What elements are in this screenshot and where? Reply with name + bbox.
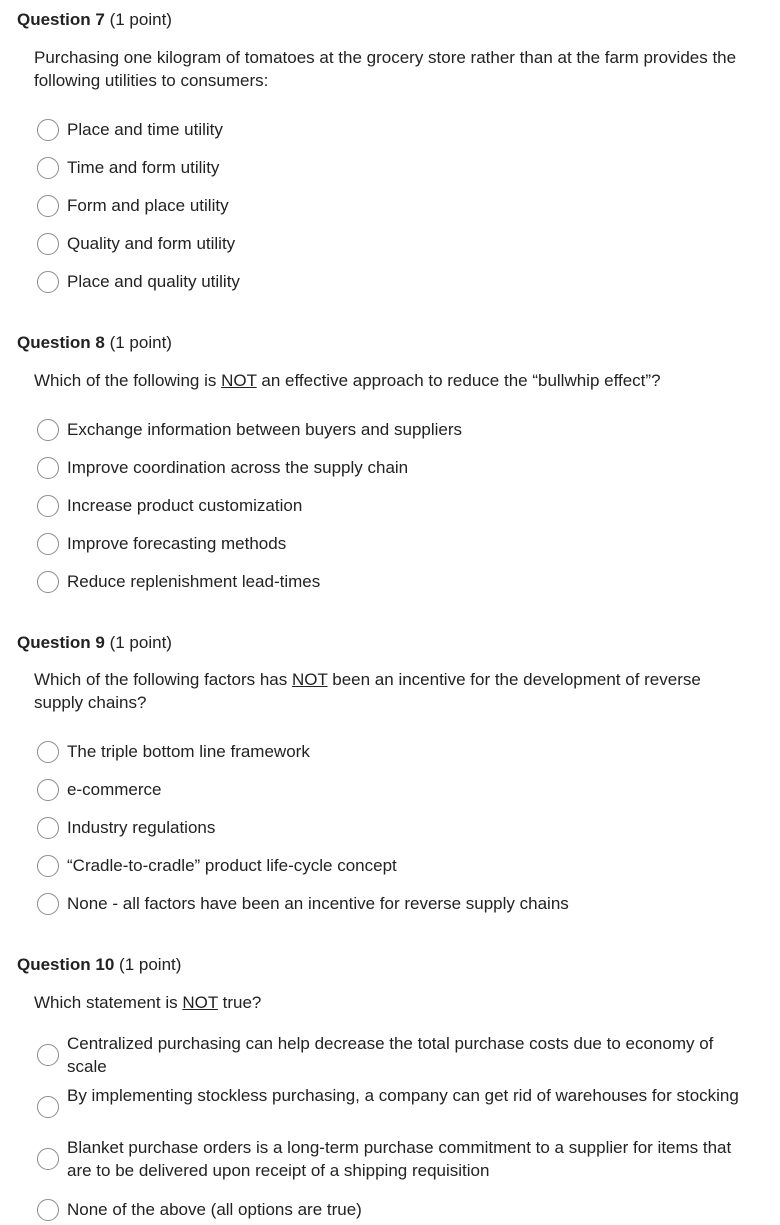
question-heading: [17, 954, 181, 976]
answer-option[interactable]: [36, 1136, 756, 1184]
option-label: None - all factors have been an incentive for reverse supply chains: [67, 894, 569, 913]
option-label: Industry regulations: [67, 818, 216, 837]
radio-button[interactable]: [37, 817, 59, 839]
radio-button[interactable]: [37, 1199, 59, 1221]
answer-option[interactable]: [36, 117, 756, 145]
prompt-text: true?: [217, 993, 262, 1012]
radio-button[interactable]: [37, 571, 59, 593]
option-label: Time and form utility: [67, 158, 220, 177]
question-prompt: [34, 369, 754, 392]
option-label: Improve forecasting methods: [67, 534, 287, 553]
answer-option[interactable]: [36, 853, 756, 881]
option-label: Improve coordination across the supply chain: [67, 458, 409, 477]
answer-option[interactable]: [36, 155, 756, 183]
answer-option[interactable]: [36, 531, 756, 559]
question-title: Question 8: [17, 333, 105, 352]
prompt-text: Which of the following factors has: [34, 670, 292, 689]
question-points: (1 point): [109, 333, 172, 352]
radio-button[interactable]: [37, 233, 59, 255]
question-title: Question 7: [17, 10, 105, 29]
radio-button[interactable]: [37, 195, 59, 217]
option-label: Place and quality utility: [67, 272, 240, 291]
answer-option[interactable]: [36, 739, 756, 767]
option-label: Increase product customization: [67, 496, 303, 515]
question-heading: [17, 9, 172, 31]
prompt-text: been an incentive for the development of reverse supply chains?: [34, 670, 701, 712]
radio-button[interactable]: [37, 271, 59, 293]
question-title: Question 9: [17, 633, 105, 652]
option-label: Reduce replenishment lead-times: [67, 572, 321, 591]
option-label: Centralized purchasing can help decrease the total purchase costs due to economy of scale: [67, 1034, 714, 1076]
answer-option[interactable]: [36, 193, 756, 221]
answer-option[interactable]: [36, 569, 756, 597]
option-label: By implementing stockless purchasing, a company can get rid of warehouses for stocking: [67, 1086, 739, 1105]
option-label: e-commerce: [67, 780, 162, 799]
radio-button[interactable]: [37, 741, 59, 763]
answer-option[interactable]: [36, 493, 756, 521]
question-prompt: [34, 668, 754, 714]
prompt-text: Which of the following is: [34, 371, 222, 390]
question-heading: [17, 332, 172, 354]
answer-option[interactable]: [36, 777, 756, 805]
prompt-emphasis: NOT: [182, 993, 218, 1012]
question-points: (1 point): [109, 633, 172, 652]
question-heading: [17, 632, 172, 654]
answer-option[interactable]: [36, 1032, 756, 1080]
answer-option[interactable]: [36, 231, 756, 259]
prompt-text: Which statement is: [34, 993, 183, 1012]
question-points: (1 point): [109, 10, 172, 29]
question-points: (1 point): [119, 955, 182, 974]
option-label: Place and time utility: [67, 120, 223, 139]
radio-button[interactable]: [37, 893, 59, 915]
radio-button[interactable]: [37, 1044, 59, 1066]
question-prompt: [34, 991, 754, 1014]
option-label: Form and place utility: [67, 196, 229, 215]
answer-option[interactable]: [36, 815, 756, 843]
answer-option[interactable]: [36, 1084, 756, 1132]
answer-option[interactable]: [36, 269, 756, 297]
prompt-text: an effective approach to reduce the “bullwhip effect”?: [256, 371, 661, 390]
radio-button[interactable]: [37, 495, 59, 517]
radio-button[interactable]: [37, 119, 59, 141]
radio-button[interactable]: [37, 457, 59, 479]
radio-button[interactable]: [37, 533, 59, 555]
option-label: “Cradle-to-cradle” product life-cycle concept: [67, 856, 397, 875]
radio-button[interactable]: [37, 157, 59, 179]
radio-button[interactable]: [37, 1148, 59, 1170]
option-label: Quality and form utility: [67, 234, 236, 253]
radio-button[interactable]: [37, 855, 59, 877]
option-label: Exchange information between buyers and suppliers: [67, 420, 463, 439]
option-label: Blanket purchase orders is a long-term purchase commitment to a supplier for items that are to be delivered upon receipt of a shipping requisition: [67, 1138, 732, 1180]
radio-button[interactable]: [37, 779, 59, 801]
answer-option[interactable]: [36, 417, 756, 445]
prompt-text: Purchasing one kilogram of tomatoes at the grocery store rather than at the farm provides the following utilities to consumers:: [34, 48, 737, 90]
option-label: None of the above (all options are true): [67, 1200, 362, 1219]
radio-button[interactable]: [37, 1096, 59, 1118]
prompt-emphasis: NOT: [291, 670, 328, 689]
prompt-emphasis: NOT: [221, 371, 257, 390]
option-label: The triple bottom line framework: [67, 742, 310, 761]
question-title: Question 10: [17, 955, 115, 974]
question-prompt: [34, 46, 754, 92]
answer-option[interactable]: [36, 455, 756, 483]
answer-option[interactable]: [36, 891, 756, 919]
radio-button[interactable]: [37, 419, 59, 441]
